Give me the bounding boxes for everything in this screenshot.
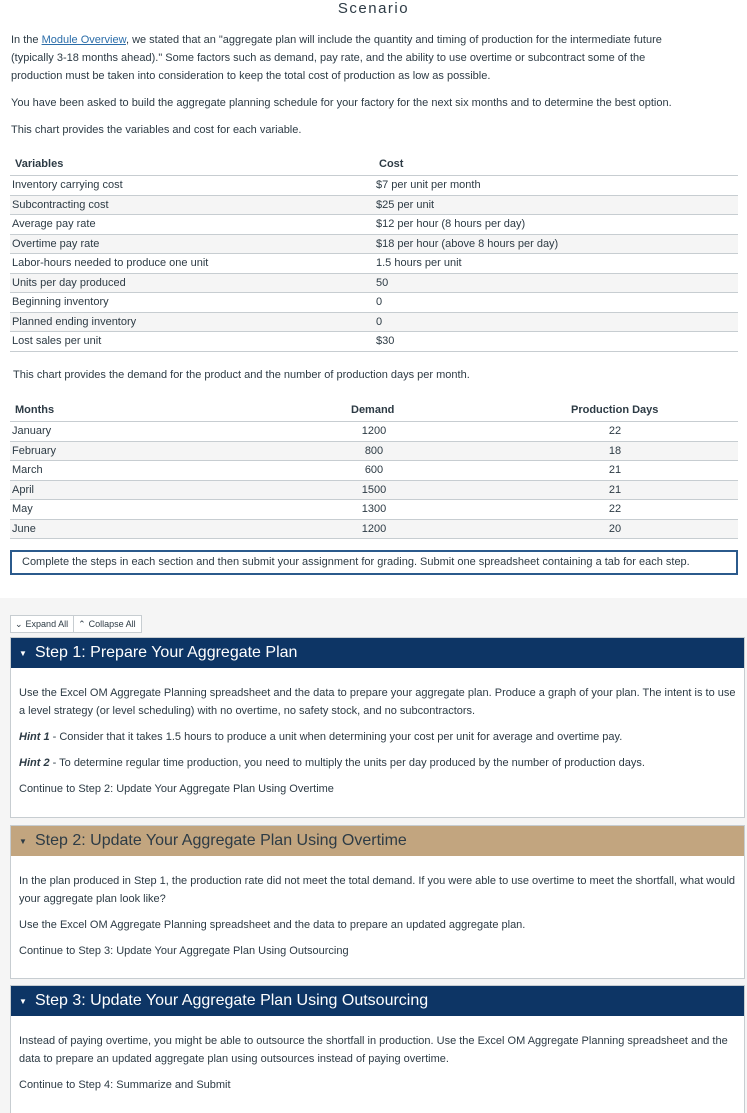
table-row (10, 481, 738, 501)
variable-name: Overtime pay rate (12, 237, 100, 250)
variable-name: Inventory carrying cost (12, 179, 123, 191)
step-1-title: Step 1: Prepare Your Aggregate Plan (35, 644, 298, 661)
cost-header: Cost (379, 158, 404, 170)
table-row (10, 332, 738, 352)
month-name: February (12, 444, 57, 457)
variables-intro: This chart provides the variables and cost for each variable. (11, 124, 302, 136)
intro-paragraph (11, 31, 735, 85)
caret-down-icon: ▼ (19, 648, 27, 658)
month-demand: 1300 (361, 503, 387, 515)
month-demand: 1500 (361, 483, 387, 496)
table-row (10, 313, 738, 333)
demand-header: Demand (351, 404, 395, 416)
variable-name: Average pay rate (12, 218, 96, 230)
table-row (10, 442, 738, 462)
variable-cost: 50 (376, 276, 389, 289)
step-3-panel (10, 985, 745, 1113)
demand-intro: This chart provides the demand for the product and the number of production days per month. (13, 369, 470, 381)
variables-table (10, 152, 738, 352)
month-production-days: 20 (608, 522, 622, 535)
month-demand: 1200 (361, 425, 387, 437)
table-row (10, 293, 738, 313)
collapse-all-label: Collapse All (88, 619, 136, 629)
step-2-text: In the plan produced in Step 1, the production rate did not meet the total demand. If you were able to use overtime to meet the shortfall, what would your aggregate plan look like? (19, 875, 736, 905)
month-name: April (12, 483, 35, 496)
variable-name: Labor-hours needed to produce one unit (12, 257, 209, 269)
assignment-paragraph: You have been asked to build the aggregate planning schedule for your factory for the next six months and to determine the best option. (11, 97, 672, 109)
table-row (10, 274, 738, 294)
collapse-all-button[interactable] (74, 615, 142, 633)
month-production-days: 18 (608, 444, 622, 457)
variable-cost: 0 (376, 315, 383, 328)
step-2-text-2: Use the Excel OM Aggregate Planning spreadsheet and the data to prepare an updated aggregate plan. (19, 919, 526, 931)
table-row (10, 520, 738, 540)
table-row (10, 422, 738, 442)
step-1-text: Use the Excel OM Aggregate Planning spreadsheet and the data to prepare your aggregate plan. Produce a graph of your plan. The intent is to use a level strategy (or level scheduling) with no overtime, no safety stock, and no subcontractors. (19, 687, 736, 717)
variables-table-header (10, 152, 738, 176)
step-1-panel (10, 637, 745, 818)
variable-name: Planned ending inventory (12, 315, 137, 328)
table-row (10, 461, 738, 481)
step-1-header[interactable] (11, 638, 744, 668)
months-header: Months (15, 404, 55, 416)
module-overview-link[interactable]: Module Overview (41, 34, 126, 46)
step-3-header[interactable] (11, 986, 744, 1016)
step-2-panel (10, 825, 745, 979)
hint-2-label: Hint 2 (19, 757, 50, 769)
variable-cost: $25 per unit (376, 198, 435, 211)
caret-down-icon: ▼ (19, 996, 27, 1006)
variable-name: Lost sales per unit (12, 335, 102, 347)
variable-name: Units per day produced (12, 276, 126, 289)
variable-cost: $7 per unit per month (376, 179, 481, 191)
month-name: May (12, 503, 33, 515)
variables-header: Variables (15, 158, 64, 170)
submit-instructions: Complete the steps in each section and then submit your assignment for grading. Submit one spreadsheet containing a tab for each step. (10, 550, 738, 575)
expand-all-label: Expand All (25, 619, 69, 629)
variable-cost: $18 per hour (above 8 hours per day) (376, 237, 559, 250)
hint-2-text: - To determine regular time production, you need to multiply the units per day produced by the number of production days. (49, 757, 645, 769)
intro-line2: (typically 3-18 months ahead)." Some factors such as demand, pay rate, and the ability to use overtime or subcontract some of the (11, 52, 646, 64)
month-name: January (12, 425, 52, 437)
caret-down-icon: ▼ (19, 836, 27, 846)
variable-name: Beginning inventory (12, 296, 109, 308)
step-3-title: Step 3: Update Your Aggregate Plan Using Outsourcing (35, 992, 429, 1009)
step-3-text: Instead of paying overtime, you might be able to outsource the shortfall in production. Use the Excel OM Aggregate Planning spreadsheet and the data to prepare an updated aggregate plan using outsources instead of paying overtime. (19, 1035, 728, 1065)
intro-line3: production must be taken into consideration to keep the total cost of production as low as possible. (11, 70, 491, 82)
variable-cost: $12 per hour (8 hours per day) (376, 218, 526, 230)
variable-cost: 1.5 hours per unit (376, 257, 462, 269)
demand-table (10, 398, 738, 539)
step-1-continue: Continue to Step 2: Update Your Aggregate Plan Using Overtime (19, 783, 334, 795)
month-production-days: 22 (608, 425, 622, 437)
table-row (10, 176, 738, 196)
step-2-header[interactable] (11, 826, 744, 856)
intro-prefix: In the (11, 34, 42, 46)
hint-1-label: Hint 1 (19, 731, 50, 743)
chevron-down-icon: ⌄ (15, 619, 23, 629)
intro-line1: , we stated that an "aggregate plan will include the quantity and timing of production for the intermediate future (125, 34, 662, 46)
month-demand: 1200 (361, 522, 387, 535)
month-demand: 600 (364, 464, 384, 476)
month-demand: 800 (364, 444, 384, 457)
step-1-hint-1 (19, 728, 736, 746)
month-production-days: 22 (608, 503, 622, 515)
month-production-days: 21 (608, 464, 622, 476)
hint-1-text: - Consider that it takes 1.5 hours to produce a unit when determining your cost per unit for average and overtime pay. (49, 731, 623, 743)
month-production-days: 21 (608, 483, 622, 496)
month-name: March (12, 464, 43, 476)
table-row (10, 196, 738, 216)
step-1-hint-2 (19, 754, 736, 772)
month-name: June (12, 522, 36, 535)
chevron-up-icon: ⌃ (78, 619, 86, 629)
expand-all-button[interactable] (10, 615, 74, 633)
demand-table-header (10, 398, 738, 422)
table-row (10, 215, 738, 235)
variable-name: Subcontracting cost (12, 198, 109, 211)
page-title: Scenario (337, 0, 410, 17)
table-row (10, 254, 738, 274)
variable-cost: $30 (376, 335, 395, 347)
step-3-continue: Continue to Step 4: Summarize and Submit (19, 1079, 231, 1091)
production-days-header: Production Days (571, 404, 659, 416)
expand-collapse-bar (10, 615, 142, 633)
step-2-title: Step 2: Update Your Aggregate Plan Using Overtime (35, 832, 407, 849)
table-row (10, 235, 738, 255)
table-row (10, 500, 738, 520)
variable-cost: 0 (376, 296, 383, 308)
step-2-continue: Continue to Step 3: Update Your Aggregate Plan Using Outsourcing (19, 945, 349, 957)
